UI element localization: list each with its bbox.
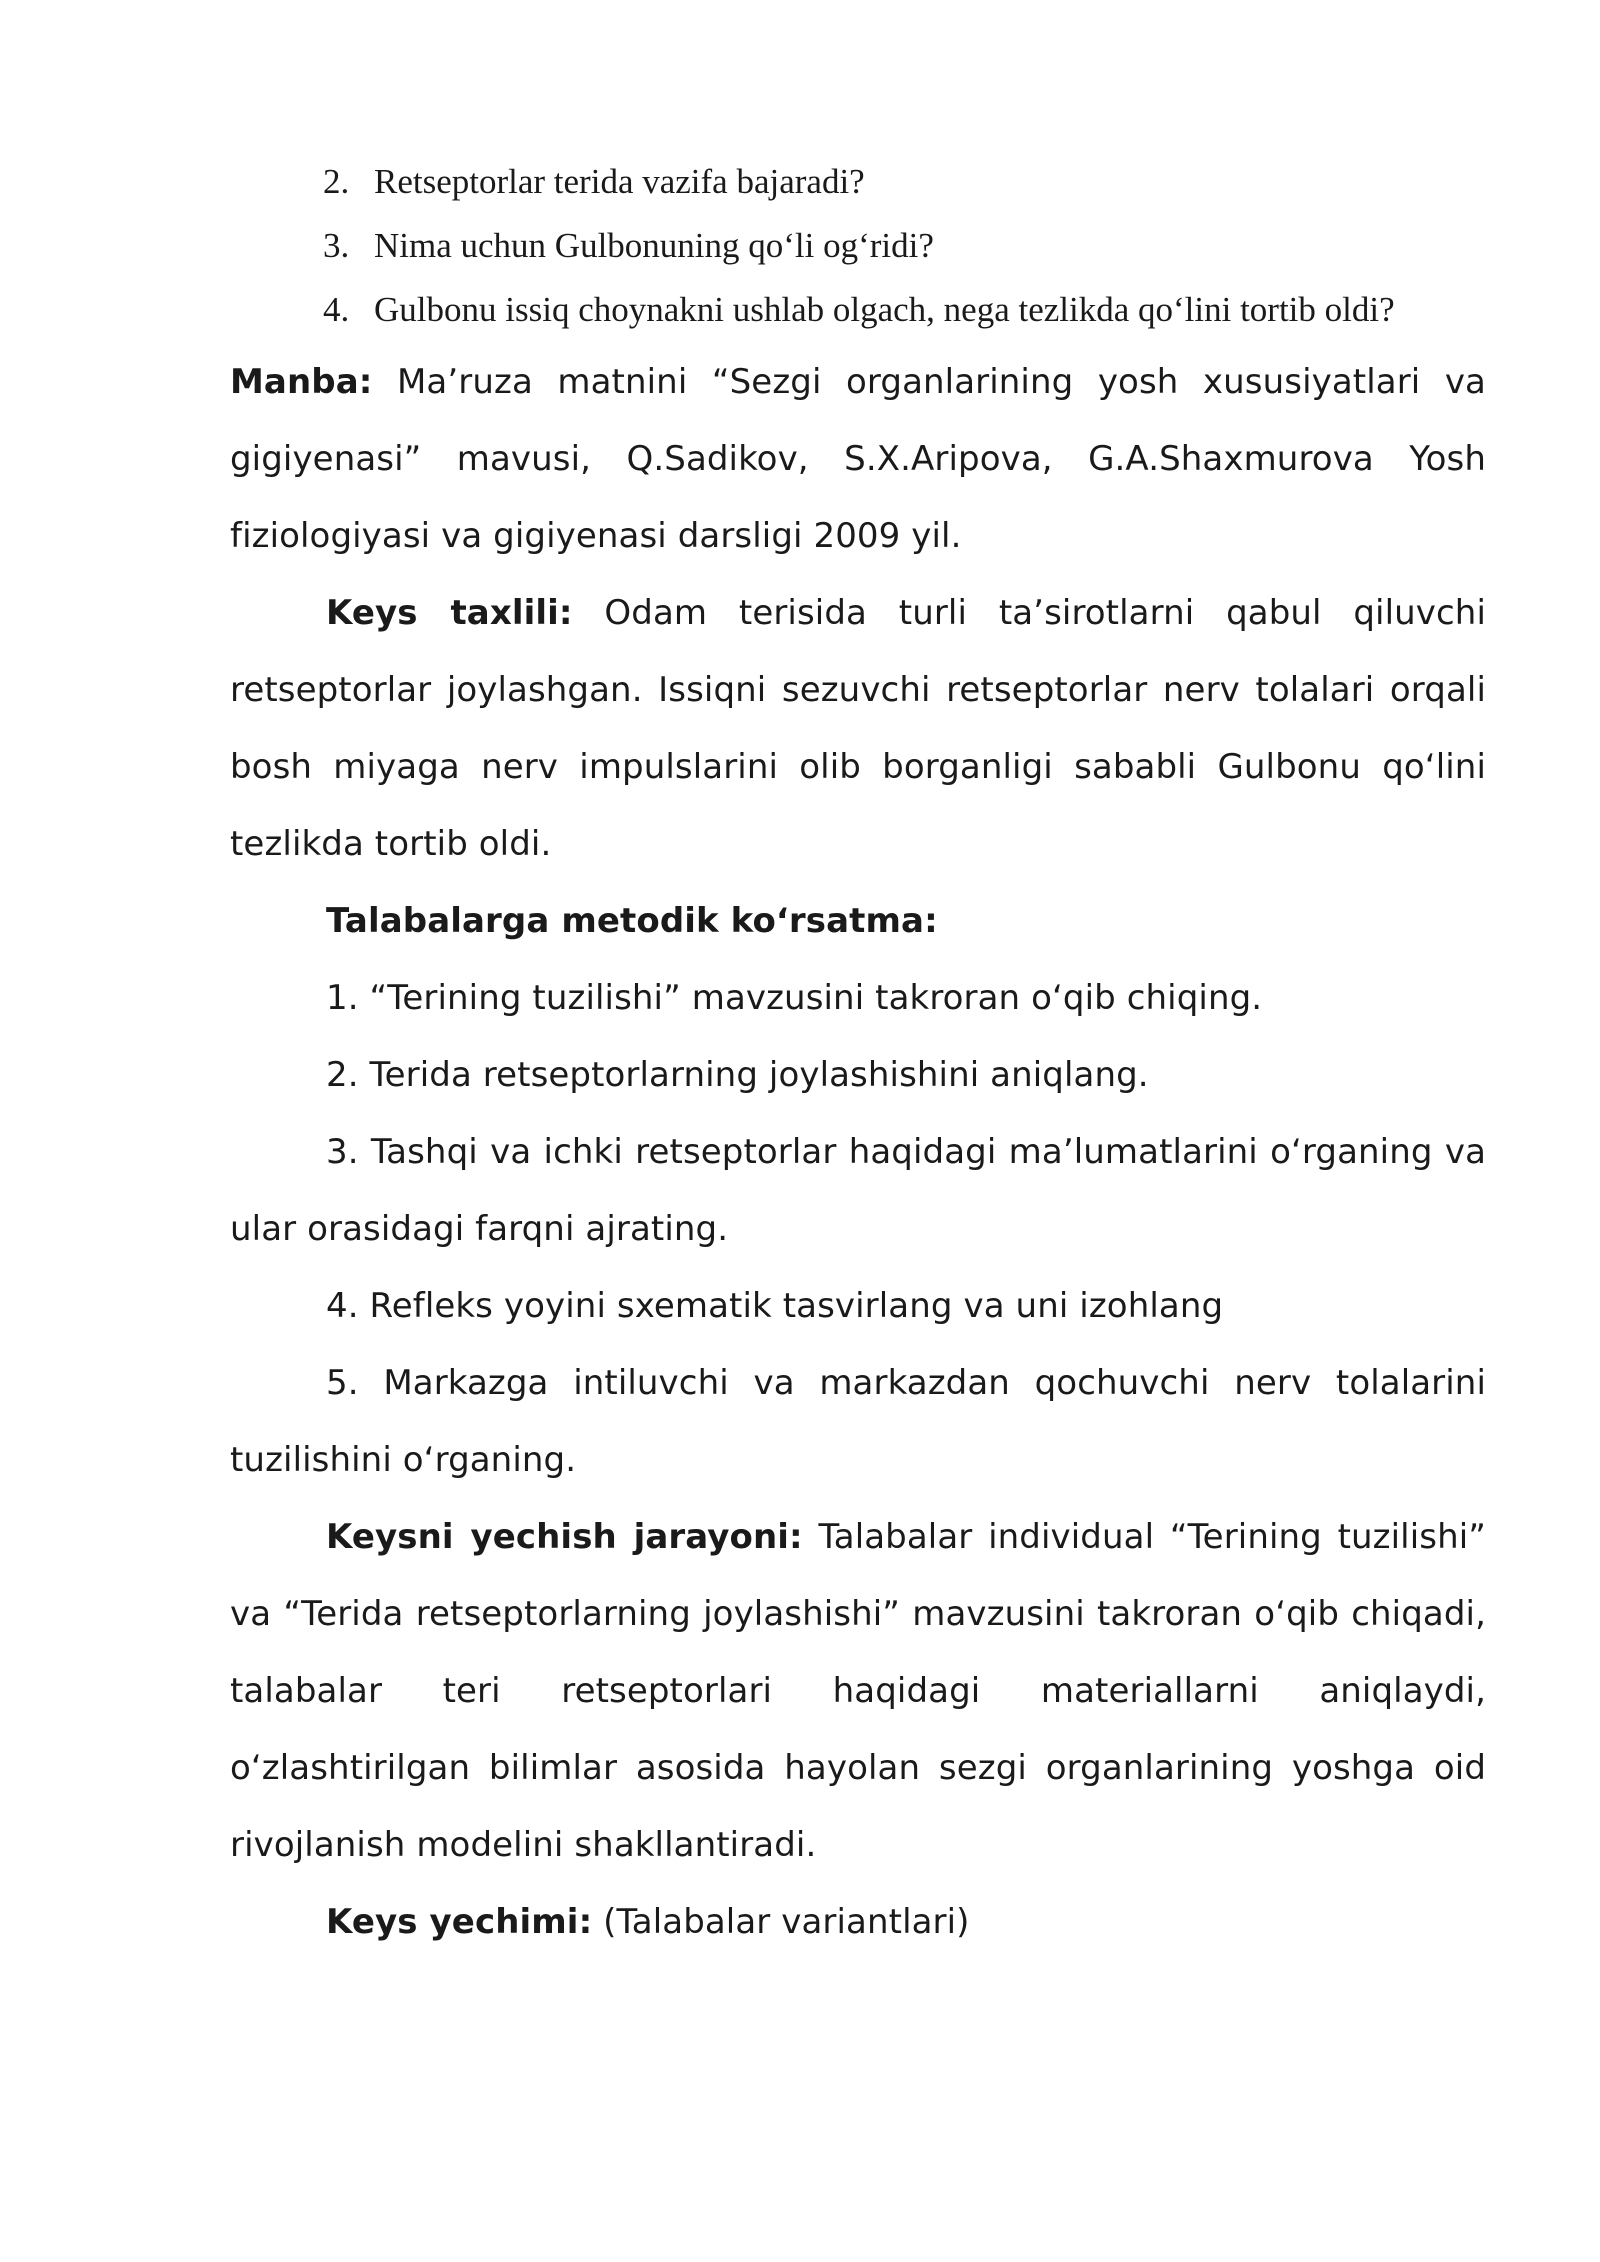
methodical-item: 4. Refleks yoyini sxematik tasvirlang va uni izohlang: [326, 1286, 1224, 1326]
methodical-item: 1. “Terining tuzilishi” mavzusini takroran o‘qib chiqing.: [326, 978, 1263, 1018]
list-item: [230, 214, 1486, 278]
list-text: Retseptorlar terida vazifa bajaradi?: [374, 162, 865, 201]
source-label: Manba:: [230, 362, 373, 402]
methodical-item: 5. Markazga intiluvchi va markazdan qochuvchi nerv tolalarini tuzilishini o‘rganing.: [230, 1363, 1486, 1480]
case-analysis-text: Odam terisida turli ta’sirotlarni qabul qiluvchi retseptorlar joylashgan. Issiqni sezuvchi retseptorlar nerv tolalari orqali bosh miyaga nerv impulslarini olib borganligi sababli Gulbonu qo‘lini tezlikda tortib oldi.: [230, 593, 1487, 864]
list-number: 4.: [323, 290, 350, 329]
question-list: [230, 150, 1486, 342]
methodical-item: 2. Terida retseptorlarning joylashishini aniqlang.: [326, 1055, 1149, 1095]
list-item: [230, 278, 1486, 342]
case-solution-text: (Talabalar variantlari): [592, 1902, 970, 1942]
solution-process-text: Talabalar individual “Terining tuzilishi” va “Terida retseptorlarning joylashishi” mavzusini takroran o‘qib chiqadi, talabalar teri retseptorlari haqidagi materiallarni aniqlaydi, o‘zlashtirilgan bilimlar asosida hayolan sezgi organlarining yoshga oid rivojlanish modelini shakllantiradi.: [230, 1517, 1486, 1865]
source-paragraph: [230, 344, 1486, 575]
list-text: Nima uchun Gulbonuning qo‘li og‘ridi?: [374, 226, 934, 265]
case-solution-label: Keys yechimi:: [326, 1902, 593, 1942]
case-analysis-paragraph: [230, 575, 1486, 883]
solution-process-label: Keysni yechish jarayoni:: [326, 1517, 803, 1557]
case-solution-paragraph: [230, 1884, 1486, 1961]
list-item: [230, 150, 1486, 214]
document-page: [230, 150, 1486, 1961]
source-text: Ma’ruza matnini “Sezgi organlarining yosh xususiyatlari va gigiyenasi” mavusi, Q.Sadikov, S.X.Aripova, G.A.Shaxmurova Yosh fiziologiyasi va gigiyenasi darsligi 2009 yil.: [230, 362, 1486, 556]
methodical-item: 3. Tashqi va ichki retseptorlar haqidagi ma’lumatlarini o‘rganing va ular orasidagi farqni ajrating.: [230, 1132, 1486, 1249]
list-number: 3.: [323, 226, 350, 265]
solution-process-paragraph: [230, 1499, 1486, 1884]
list-text: Gulbonu issiq choynakni ushlab olgach, nega tezlikda qo‘lini tortib oldi?: [374, 290, 1395, 329]
list-number: 2.: [323, 162, 350, 201]
case-analysis-label: Keys taxlili:: [326, 593, 573, 633]
methodical-heading: Talabalarga metodik ko‘rsatma:: [326, 901, 938, 941]
